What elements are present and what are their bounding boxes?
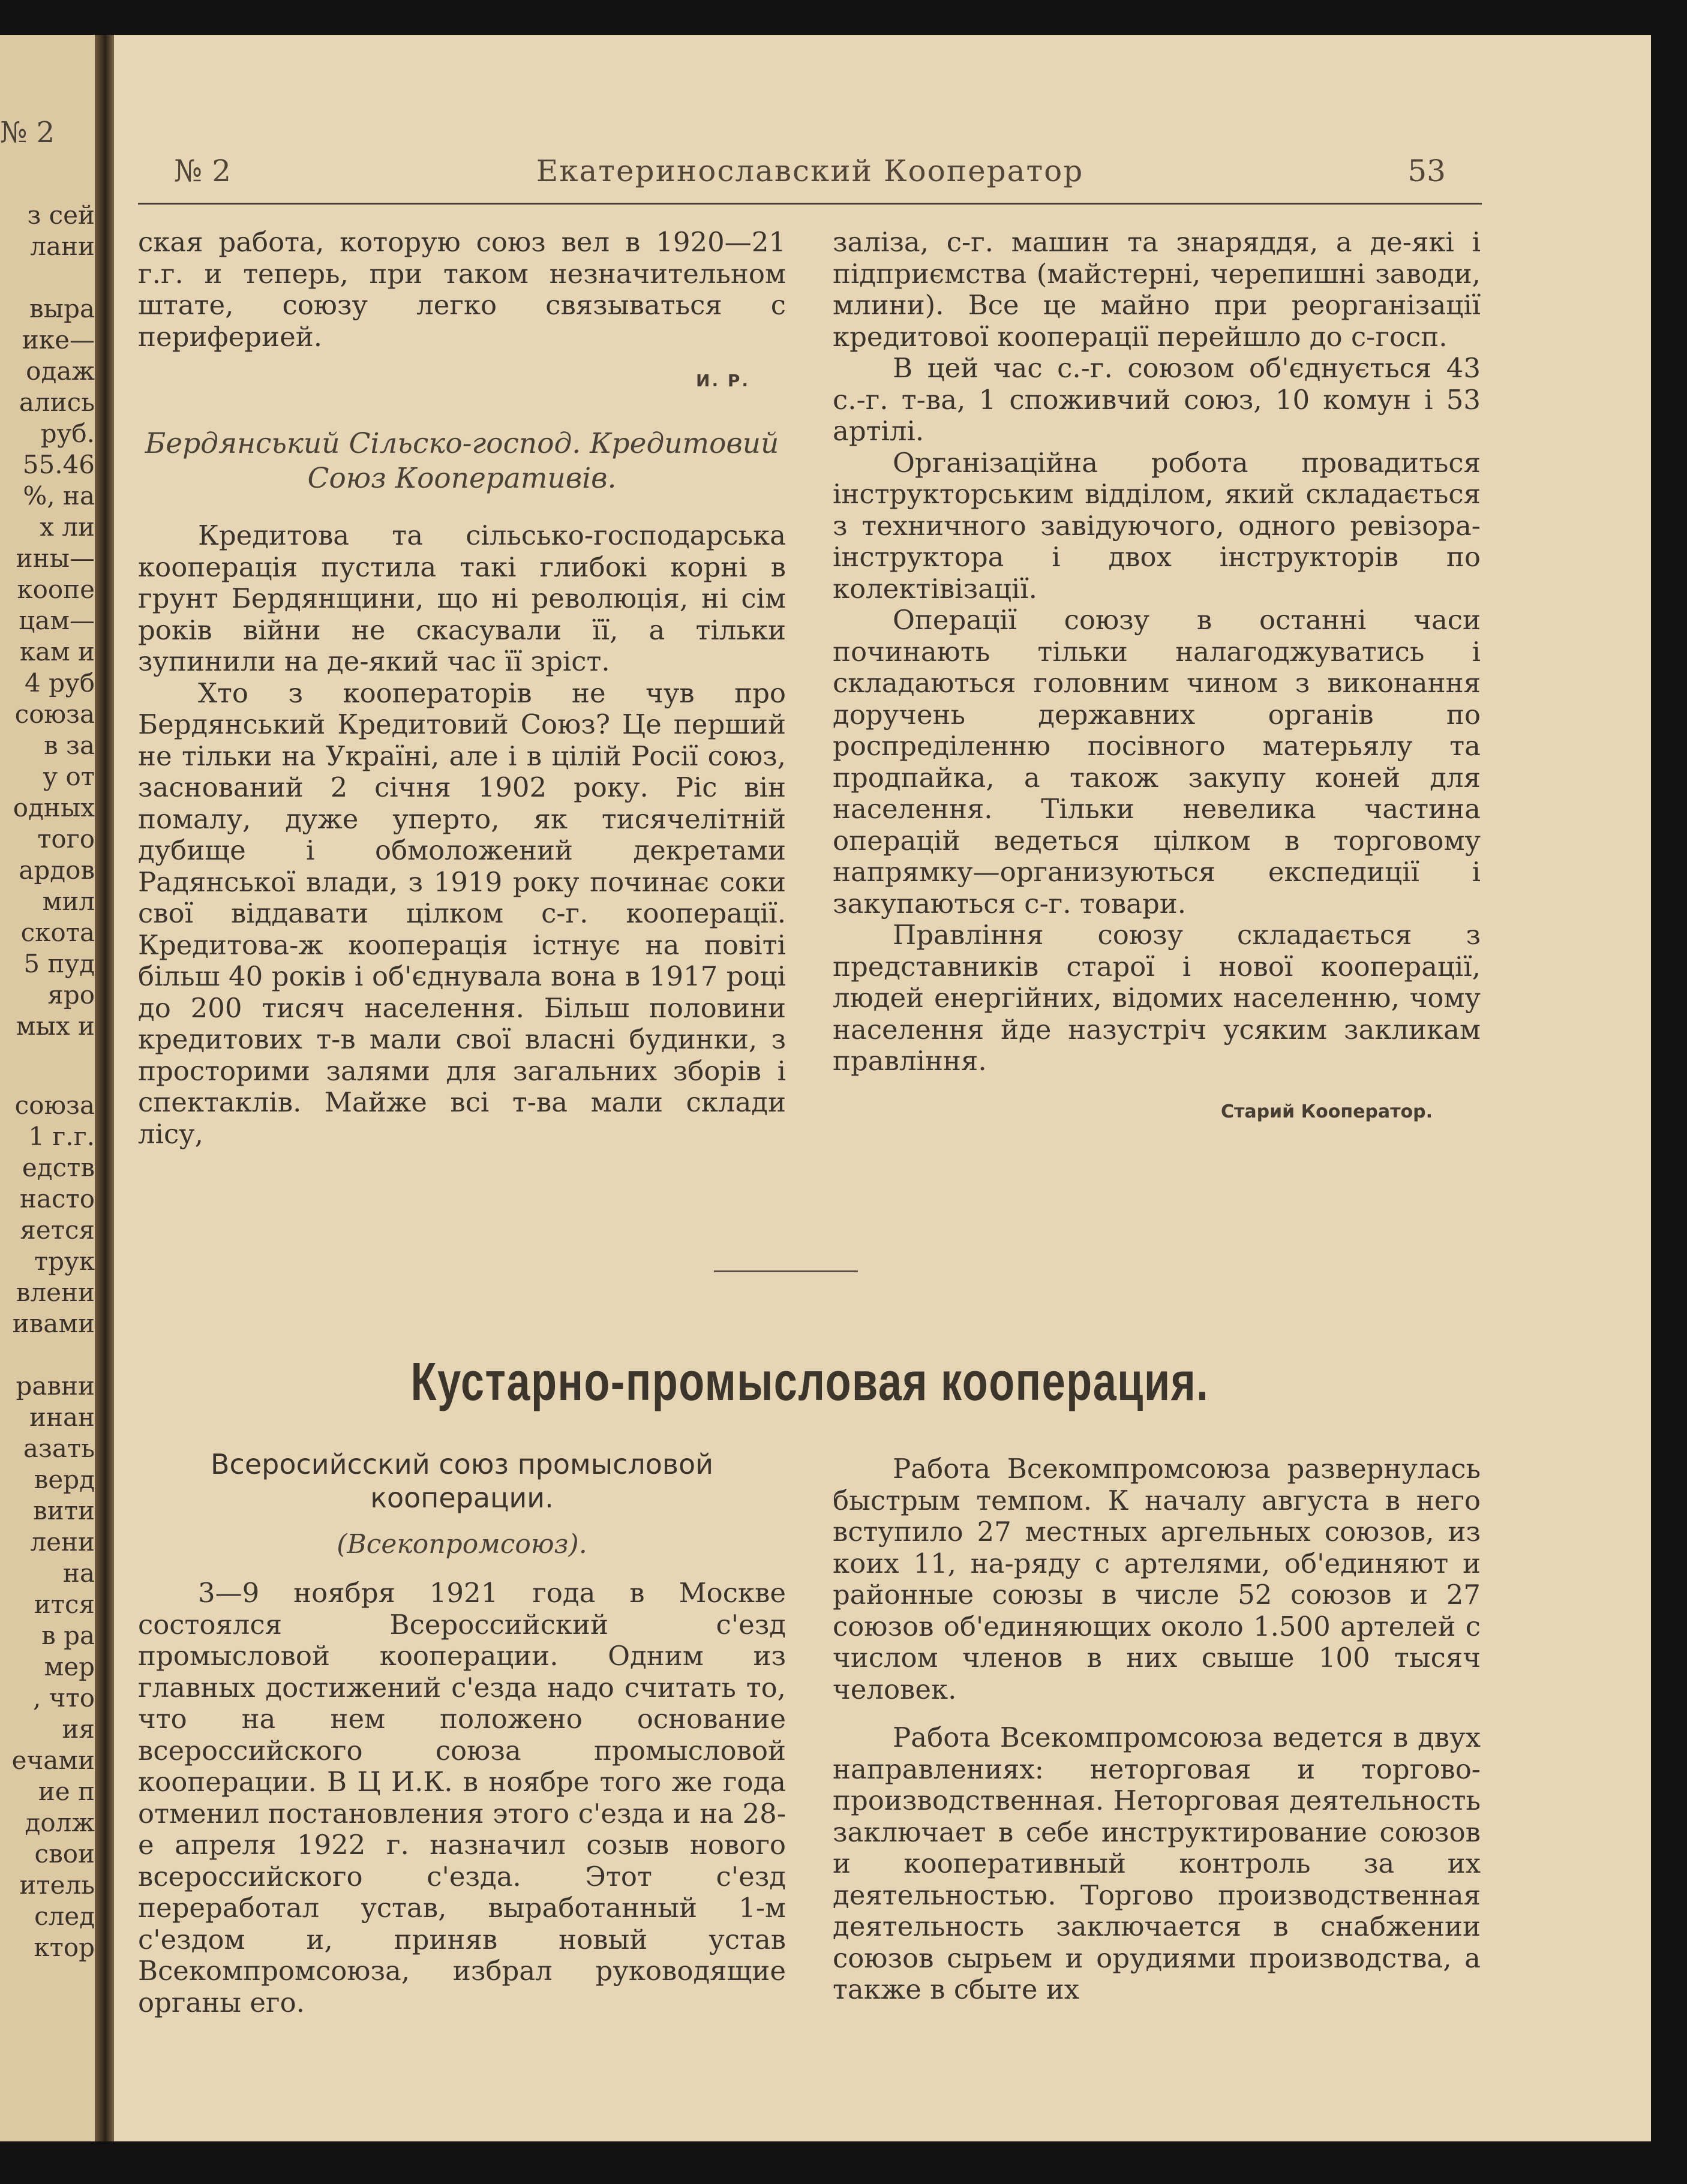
- section-divider: [714, 1270, 858, 1272]
- fragment-line: трук: [34, 1246, 95, 1276]
- fragment-line: яро: [47, 980, 95, 1010]
- article-subtitle: (Всекопромсоюз).: [337, 1529, 587, 1560]
- fragment-line: равни: [16, 1371, 95, 1401]
- fragment-line: коопе: [17, 575, 95, 604]
- fragment-line: инан: [29, 1402, 95, 1432]
- fragment-line: ия: [62, 1714, 95, 1744]
- fragment-line: яется: [20, 1215, 95, 1245]
- article-signature: Старий Кооператор.: [1220, 1101, 1433, 1122]
- column-top-left: [138, 227, 786, 1150]
- fragment-line: ины—: [16, 543, 95, 573]
- adjacent-text-fragments: [0, 200, 95, 1963]
- fragment-line: мер: [44, 1652, 95, 1681]
- fragment-line: на: [62, 1558, 95, 1588]
- fragment-line: союза: [14, 1091, 95, 1120]
- article-paragraph: Работа Всекомпромсоюза развернулась быстрым темпом. К началу августа в него вступило 27 местных аргельных союзов, из коих 11, на-ряду с артелями, об'единяют и районные союзы в числе 52 союзов и 27 союзов об'единяющих около 1.500 артелей с числом членов в них свыше 100 тысяч человек.: [833, 1453, 1481, 1705]
- fragment-line: влени: [16, 1278, 95, 1307]
- fragment-line: ивами: [12, 1309, 95, 1338]
- fragment-line: 55.46: [22, 450, 95, 479]
- fragment-line: у от: [43, 762, 95, 791]
- fragment-line: з сей: [27, 200, 95, 230]
- fragment-line: верд: [34, 1465, 95, 1494]
- article-paragraph: В цей час с.-г. союзом об'єднується 43 с.-г. т-ва, 1 споживчий союз, 10 комун і 53 артілі.: [833, 352, 1481, 447]
- fragment-line: ике—: [22, 325, 95, 355]
- fragment-line: свои: [34, 1839, 95, 1868]
- fragment-line: одаж: [26, 356, 95, 386]
- fragment-line: ардов: [19, 855, 95, 885]
- author-initials: И. Р.: [696, 371, 750, 390]
- newspaper-page: [0, 35, 1651, 2141]
- column-bottom-right: [833, 1453, 1481, 2006]
- fragment-line: ались: [19, 387, 95, 417]
- fragment-line: кам и: [19, 637, 95, 666]
- fragment-line: %, на: [23, 481, 95, 510]
- article-paragraph: Операції союзу в останні часи починають тільки налагоджуватись і складаються головним чином з виконання доручень державних органів по роспреділенню посівного матерьялу та продпайка, а також закупу коней для населення. Тільки невелика частина операцій ведеться цілком в торговому напрямку—организуються експедиції і закупаються с-г. товари.: [833, 604, 1481, 920]
- article-paragraph: Хто з кооператорів не чув про Бердянський Кредитовий Союз? Це перший не тільки на Україні, але і в цілій Росії союз, заснований 2 січня 1902 року. Ріс він помалу, дуже уперто, як тисячелітній дубище і обмоложений декретами Радянської влади, з 1919 року починає соки свої віддавати цілком с-г. кооперації. Кредитова-ж кооперація істнує на повіті більш 40 років і об'єднувала вона в 1917 році до 200 тисяч населення. Більш половини кредитових т-в мали свої власні будинки, з просторими залями для загальних зборів і спектаклів. Майже всі т-ва мали склади лісу,: [138, 677, 786, 1150]
- fragment-line: ктор: [34, 1933, 95, 1962]
- article-paragraph: заліза, с-г. машин та знаряддя, а де-які і підприємства (майстерні, черепишні заводи, млини). Все це майно при реорганізації кредитової кооперації перейшло до с-госп.: [833, 226, 1481, 353]
- fragment-line: в за: [44, 731, 95, 760]
- column-bottom-left: [138, 1447, 786, 2018]
- fragment-line: мил: [42, 887, 95, 916]
- column-top-right: [833, 227, 1481, 1122]
- article-title-vsekompromsoyuz: Всеросийсский союз промысловой кооперации.: [210, 1448, 714, 1514]
- article-paragraph: Работа Всекомпромсоюза ведется в двух направлениях: неторговая и торгово-производственная. Неторговая деятельность заключает в себе инструктирование союзов и кооперативный контроль за их деятельностью. Торгово производственная деятельность заключается в снабжении союзов сырьем и орудиями производства, а также в сбыте их: [833, 1722, 1481, 2005]
- running-header: [138, 149, 1482, 205]
- article-paragraph: 3—9 ноября 1921 года в Москве состоялся Всероссийский с'езд промысловой кооперации. Одним из главных достижений с'езда надо считать то, что на нем положено основание всероссийского союза промысловой кооперации. В Ц И.К. в ноябре того же года отменил постановления этого с'езда и на 28-е апреля 1922 г. назначил созыв нового всероссийского с'езда. Этот с'езд переработал устав, выработанный 1-м с'ездом и, приняв новый устав Всекомпромсоюза, избрал руководящие органы его.: [138, 1577, 786, 2018]
- fragment-line: 1 г.г.: [28, 1122, 95, 1151]
- page-number: 53: [1407, 154, 1446, 188]
- article-paragraph: Правління союзу складається з представників старої і нової кооперації, людей енергійних, відомих населенню, чому населення йде назустріч усяким закликам правління.: [833, 919, 1481, 1077]
- fragment-line: лани: [30, 232, 95, 261]
- fragment-line: долж: [25, 1808, 95, 1837]
- adjacent-page-fragment: [0, 35, 114, 2141]
- fragment-line: , что: [33, 1683, 95, 1713]
- adjacent-issue-number: № 2: [0, 116, 55, 149]
- fragment-line: лени: [30, 1527, 95, 1557]
- fragment-line: выра: [29, 294, 95, 323]
- fragment-line: след: [34, 1901, 95, 1931]
- fragment-line: 5 пуд: [23, 949, 95, 978]
- fragment-line: ие п: [38, 1777, 95, 1806]
- fragment-line: того: [37, 824, 95, 854]
- article-paragraph: Кредитова та сільсько-господарська кооперація пустила такі глибокі корні в грунт Бердянщини, що ні революція, ні сім років війни не скасували її, а тільки зупинили на де-який час її зріст.: [138, 519, 786, 677]
- fragment-line: итель: [19, 1870, 95, 1900]
- fragment-line: едств: [22, 1153, 95, 1182]
- fragment-line: вити: [33, 1496, 95, 1525]
- fragment-line: в ра: [41, 1621, 95, 1650]
- fragment-line: скота: [20, 918, 95, 947]
- fragment-line: союза: [14, 699, 95, 729]
- fragment-line: одных: [13, 793, 95, 822]
- fragment-line: 4 руб: [25, 668, 95, 698]
- fragment-line: ится: [34, 1590, 95, 1619]
- fragment-line: мых и: [16, 1011, 95, 1041]
- journal-title: Екатеринославский Кооператор: [536, 154, 1084, 188]
- page-binding: [95, 35, 114, 2141]
- fragment-line: руб.: [40, 419, 95, 448]
- fragment-line: азать: [23, 1434, 95, 1463]
- continuation-paragraph: ская работа, которую союз вел в 1920—21 г.г. и теперь, при таком незначительном штате, союзу легко связываться с периферией.: [138, 226, 786, 353]
- article-title-berdiansk: Бердянський Сільско-господ. Кредитовий Союз Кооперативів.: [145, 427, 779, 495]
- fragment-line: ечами: [11, 1746, 95, 1775]
- fragment-line: насто: [19, 1184, 95, 1213]
- fragment-line: х ли: [40, 512, 95, 542]
- fragment-line: цам—: [19, 606, 95, 635]
- fragment-line: [0, 262, 95, 293]
- issue-number: № 2: [174, 154, 232, 188]
- fragment-line: [0, 1339, 95, 1371]
- article-paragraph: Організаційна робота провадиться інструкторським відділом, який складається з техничного завідуючого, одного ревізора-інструктора і двох інструкторів по колектівізації.: [833, 446, 1481, 605]
- section-title: Кустарно-промысловая кооперация.: [410, 1352, 1209, 1412]
